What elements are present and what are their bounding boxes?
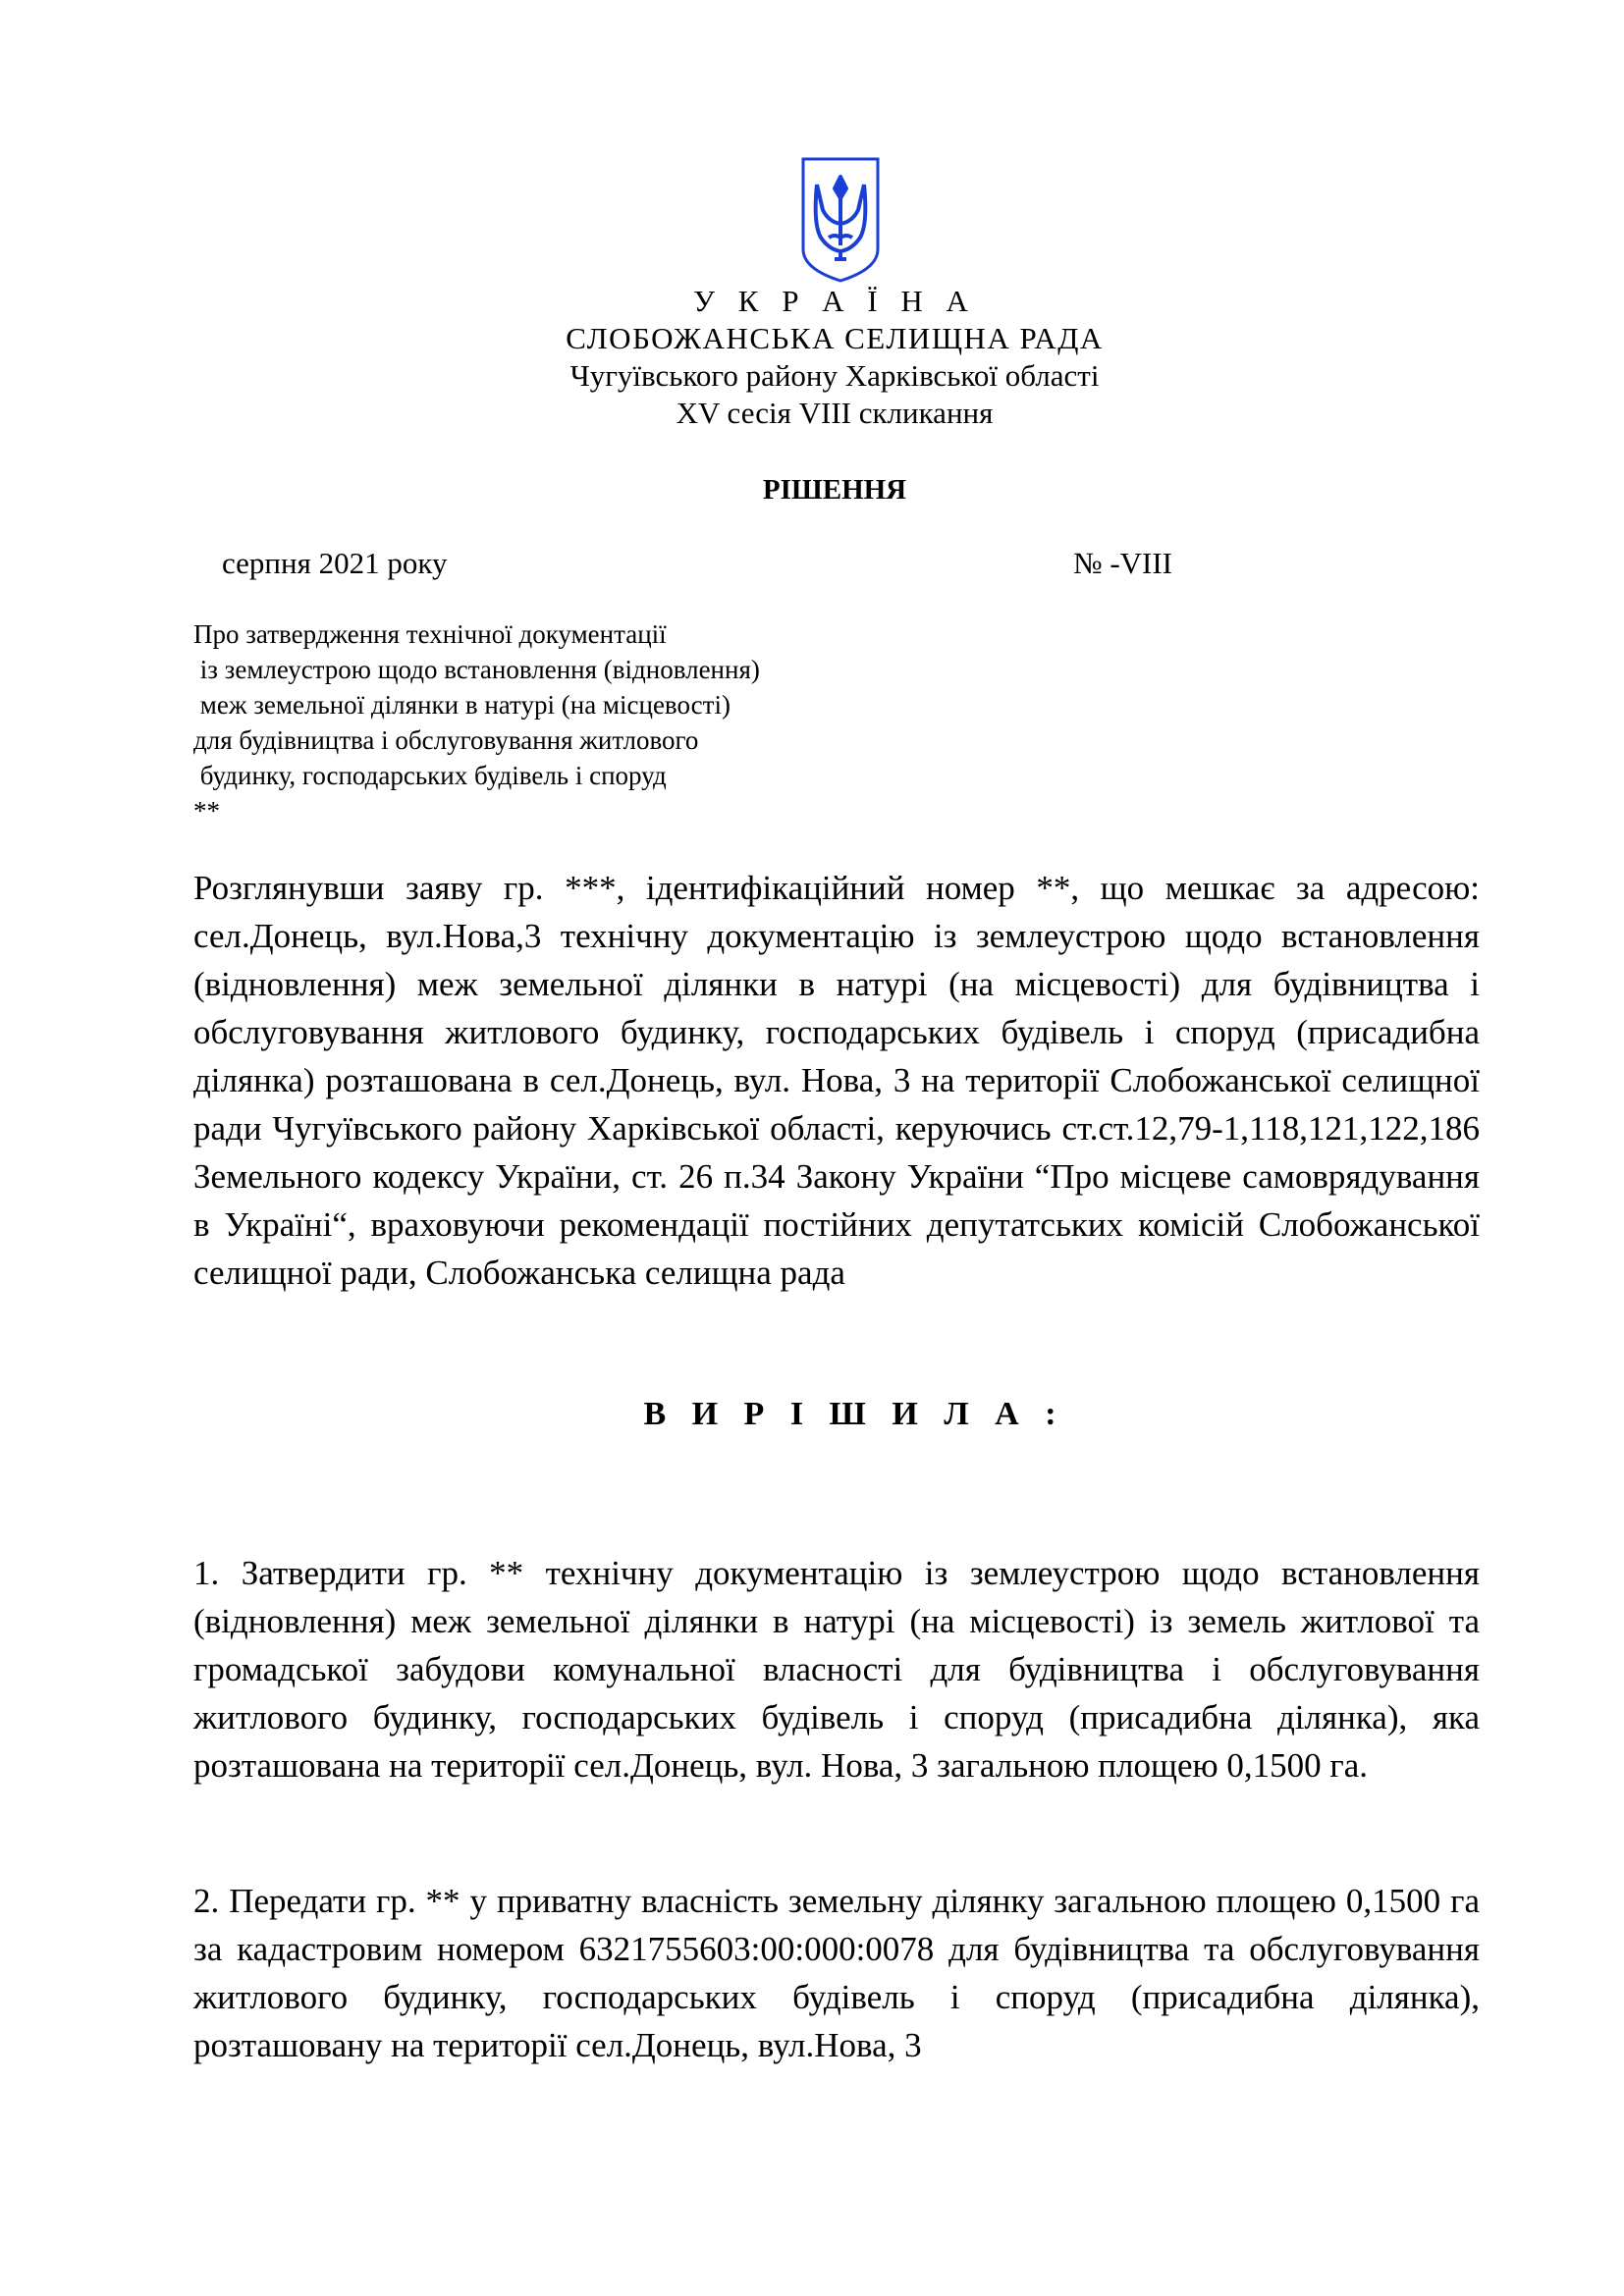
- decision-number: № -VIII: [1073, 546, 1173, 580]
- session-info: XV сесія VIII скликання: [676, 396, 994, 430]
- subject-line: для будівництва і обслуговування житлового: [193, 725, 699, 755]
- subject-line: меж земельної ділянки в натурі (на місцевості): [193, 690, 731, 720]
- decision-date: серпня 2021 року: [222, 546, 448, 580]
- subject-line: будинку, господарських будівель і споруд: [193, 761, 667, 790]
- decision-item-2: 2. Передати гр. ** у приватну власність земельну ділянку загальною площею 0,1500 га за кадастровим номером 6321755603:00:000:0078 для будівництва та обслуговування житлового будинку, господарських будівель і споруд (присадибна ділянка), розташовану на території сел.Донець, вул.Нова, 3: [193, 1882, 1480, 2064]
- preamble-paragraph: Розглянувши заяву гр. ***, ідентифікаційний номер **, що мешкає за адресою: сел.Донець, вул.Нова,3 технічну документацію із землеустрою щодо встановлення (відновлення) меж земельної ділянки в натурі (на місцевості) для будівництва і обслуговування житлового будинку, господарських будівель і споруд (присадибна ділянка) розташована в сел.Донець, вул. Нова, 3 на території Слобожанської селищної ради Чугуївського району Харківської області, керуючись ст.ст.12,79-1,118,121,122,186 Земельного кодексу України, ст. 26 п.34 Закону України “Про місцеве самоврядування в Україні“, враховуючи рекомендації постійних депутатських комісій Слобожанської селищної ради, Слобожанська селищна рада: [193, 869, 1480, 1292]
- subject-line: Про затвердження технічної документації: [193, 619, 667, 649]
- subject-line: **: [193, 796, 220, 826]
- trident-emblem-icon: [799, 155, 882, 285]
- decision-item-1: 1. Затвердити гр. ** технічну документацію із землеустрою щодо встановлення (відновлення) меж земельної ділянки в натурі (на місцевості) із земель житлової та громадської забудови комунальної власності для будівництва і обслуговування житлового будинку, господарських будівель і споруд (присадибна ділянка), яка розташована на території сел.Донець, вул. Нова, 3 загальною площею 0,1500 га.: [193, 1554, 1480, 1785]
- council-name: СЛОБОЖАНСЬКА СЕЛИЩНА РАДА: [566, 321, 1104, 355]
- district-name: Чугуївського району Харківської області: [569, 358, 1100, 393]
- decided-heading: В И Р І Ш И Л А :: [643, 1396, 1065, 1432]
- country-name: У К Р А Ї Н А: [693, 284, 976, 318]
- subject-line: із землеустрою щодо встановлення (відновлення): [193, 655, 760, 684]
- document-type: РІШЕННЯ: [762, 474, 907, 506]
- decision-subject: [193, 616, 900, 828]
